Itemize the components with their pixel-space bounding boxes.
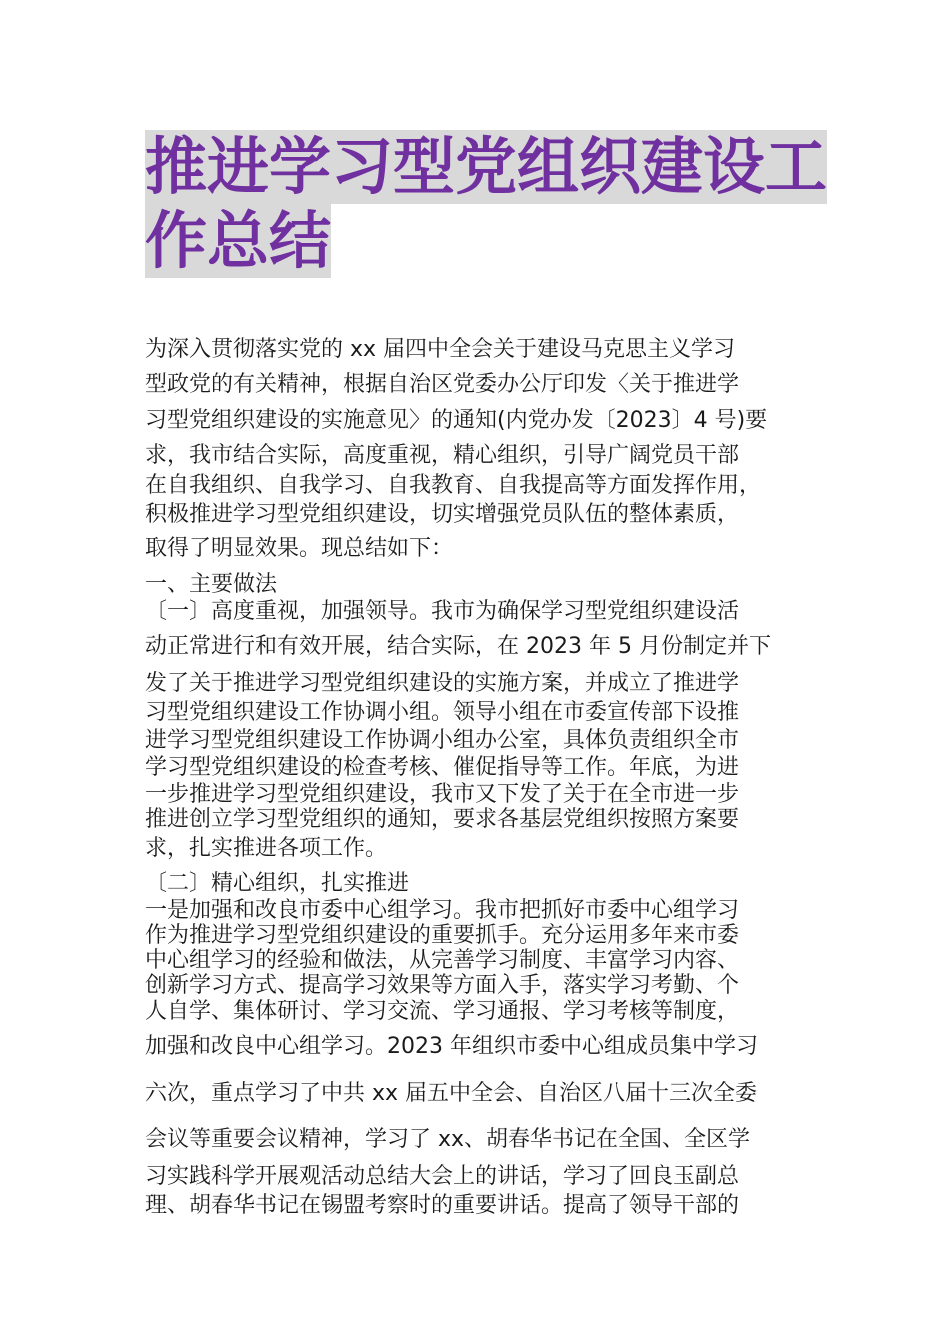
paragraph-line: 一步推进学习型党组织建设，我市又下发了关于在全市进一步	[145, 782, 740, 807]
paragraph-line: 一是加强和改良市委中心组学习。我市把抓好市委中心组学习	[145, 898, 740, 923]
paragraph-line: 习实践科学开展观活动总结大会上的讲话，学习了回良玉副总	[145, 1164, 740, 1189]
paragraph-line: 求，扎实推进各项工作。	[145, 836, 388, 861]
paragraph-line: 〔一〕高度重视，加强领导。我市为确保学习型党组织建设活	[145, 599, 740, 624]
paragraph-line: 作为推进学习型党组织建设的重要抓手。充分运用多年来市委	[145, 923, 740, 948]
document-title-line-2: 作总结	[145, 204, 332, 277]
paragraph-line: 积极推进学习型党组织建设，切实增强党员队伍的整体素质，	[145, 502, 740, 527]
paragraph-line: 创新学习方式、提高学习效果等方面入手，落实学习考勤、个	[145, 973, 740, 998]
section-heading: 〔二〕精心组织，扎实推进	[145, 871, 410, 896]
paragraph-line: 习型党组织建设工作协调小组。领导小组在市委宣传部下设推	[145, 700, 740, 725]
paragraph-line: 求，我市结合实际，高度重视，精心组织，引导广阔党员干部	[145, 443, 740, 468]
paragraph-line: 进学习型党组织建设工作协调小组办公室，具体负责组织全市	[145, 728, 740, 753]
paragraph-line: 人自学、集体研讨、学习交流、学习通报、学习考核等制度，	[145, 999, 740, 1024]
paragraph-line: 动正常进行和有效开展，结合实际，在 2023 年 5 月份制定并下	[145, 634, 771, 659]
document-title-line-1: 推进学习型党组织建设工	[145, 130, 828, 203]
paragraph-line: 加强和改良中心组学习。2023 年组织市委中心组成员集中学习	[145, 1034, 758, 1059]
paragraph-line: 学习型党组织建设的检查考核、催促指导等工作。年底，为进	[145, 755, 740, 780]
paragraph-line: 会议等重要会议精神，学习了 xx、胡春华书记在全国、全区学	[145, 1127, 751, 1152]
paragraph-line: 推进创立学习型党组织的通知，要求各基层党组织按照方案要	[145, 807, 740, 832]
paragraph-line: 习型党组织建设的实施意见〉的通知(内党办发〔2023〕4 号)要	[145, 408, 768, 433]
section-heading: 一、主要做法	[145, 572, 278, 597]
paragraph-line: 取得了明显效果。现总结如下：	[145, 536, 454, 561]
paragraph-line: 理、胡春华书记在锡盟考察时的重要讲话。提高了领导干部的	[145, 1193, 740, 1218]
paragraph-line: 中心组学习的经验和做法，从完善学习制度、丰富学习内容、	[145, 948, 740, 973]
paragraph-line: 型政党的有关精神，根据自治区党委办公厅印发〈关于推进学	[145, 372, 740, 397]
paragraph-line: 发了关于推进学习型党组织建设的实施方案，并成立了推进学	[145, 671, 740, 696]
paragraph-line: 在自我组织、自我学习、自我教育、自我提高等方面发挥作用，	[145, 473, 762, 498]
paragraph-line: 六次，重点学习了中共 xx 届五中全会、自治区八届十三次全委	[145, 1081, 758, 1106]
paragraph-line: 为深入贯彻落实党的 xx 届四中全会关于建设马克思主义学习	[145, 337, 736, 362]
